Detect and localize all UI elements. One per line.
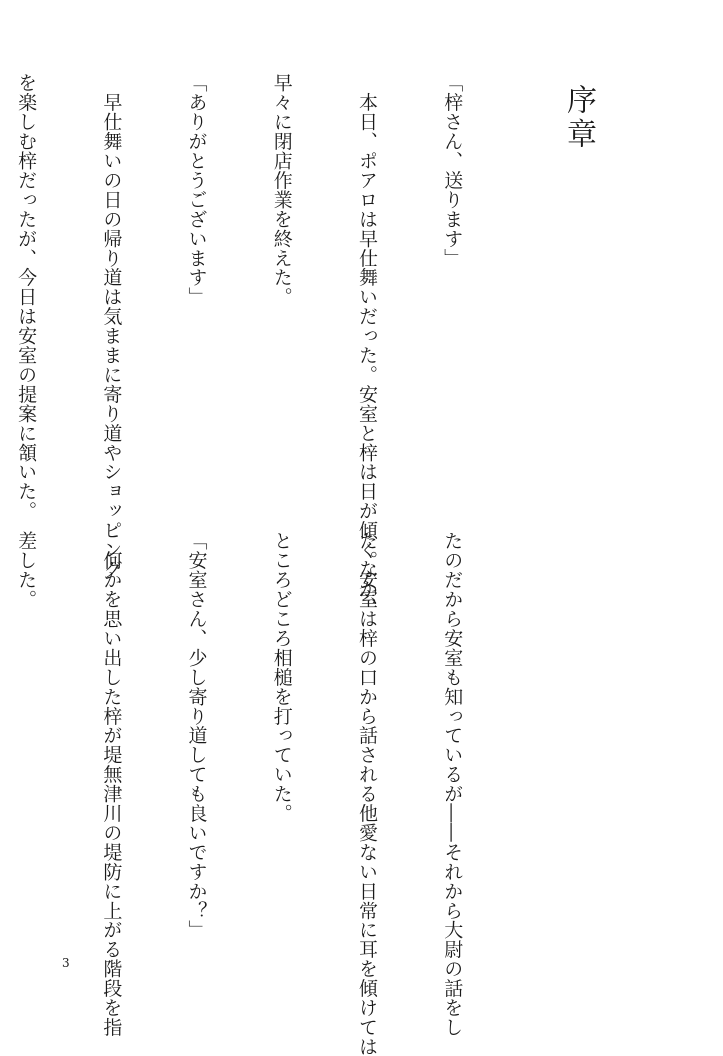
text-line: 何かを思い出した梓が堤無津川の堤防に上がる階段を指 <box>100 531 123 1037</box>
text-line: ところどころ相槌を打っていた。 <box>270 531 293 823</box>
text-line: 「梓さん、送ります」 <box>441 73 464 268</box>
text-line: 早々に閉店作業を終えた。 <box>270 73 293 307</box>
text-line: 「安室さん、少し寄り道しても良いですか？」 <box>185 531 208 940</box>
text-line: た。安室は梓の口から話される他愛ない日常に耳を傾けては <box>355 531 378 1056</box>
text-line: 早仕舞いの日の帰り道は気ままに寄り道やショッピング <box>100 73 123 579</box>
text-line: 本日、ポアロは早仕舞いだった。安室と梓は日が傾くなか、 <box>355 73 378 618</box>
chapter-title: 序章 <box>561 84 596 152</box>
text-line: たのだから安室も知っているが――それから大尉の話をし <box>441 531 464 1037</box>
text-block-bottom <box>0 531 523 1056</box>
text-line: を楽しむ梓だったが、今日は安室の提案に頷いた。 <box>15 73 38 521</box>
text-line: 差した。 <box>15 531 38 609</box>
page-number: 3 <box>62 956 70 970</box>
text-line: 「ありがとうございます」 <box>185 73 208 307</box>
